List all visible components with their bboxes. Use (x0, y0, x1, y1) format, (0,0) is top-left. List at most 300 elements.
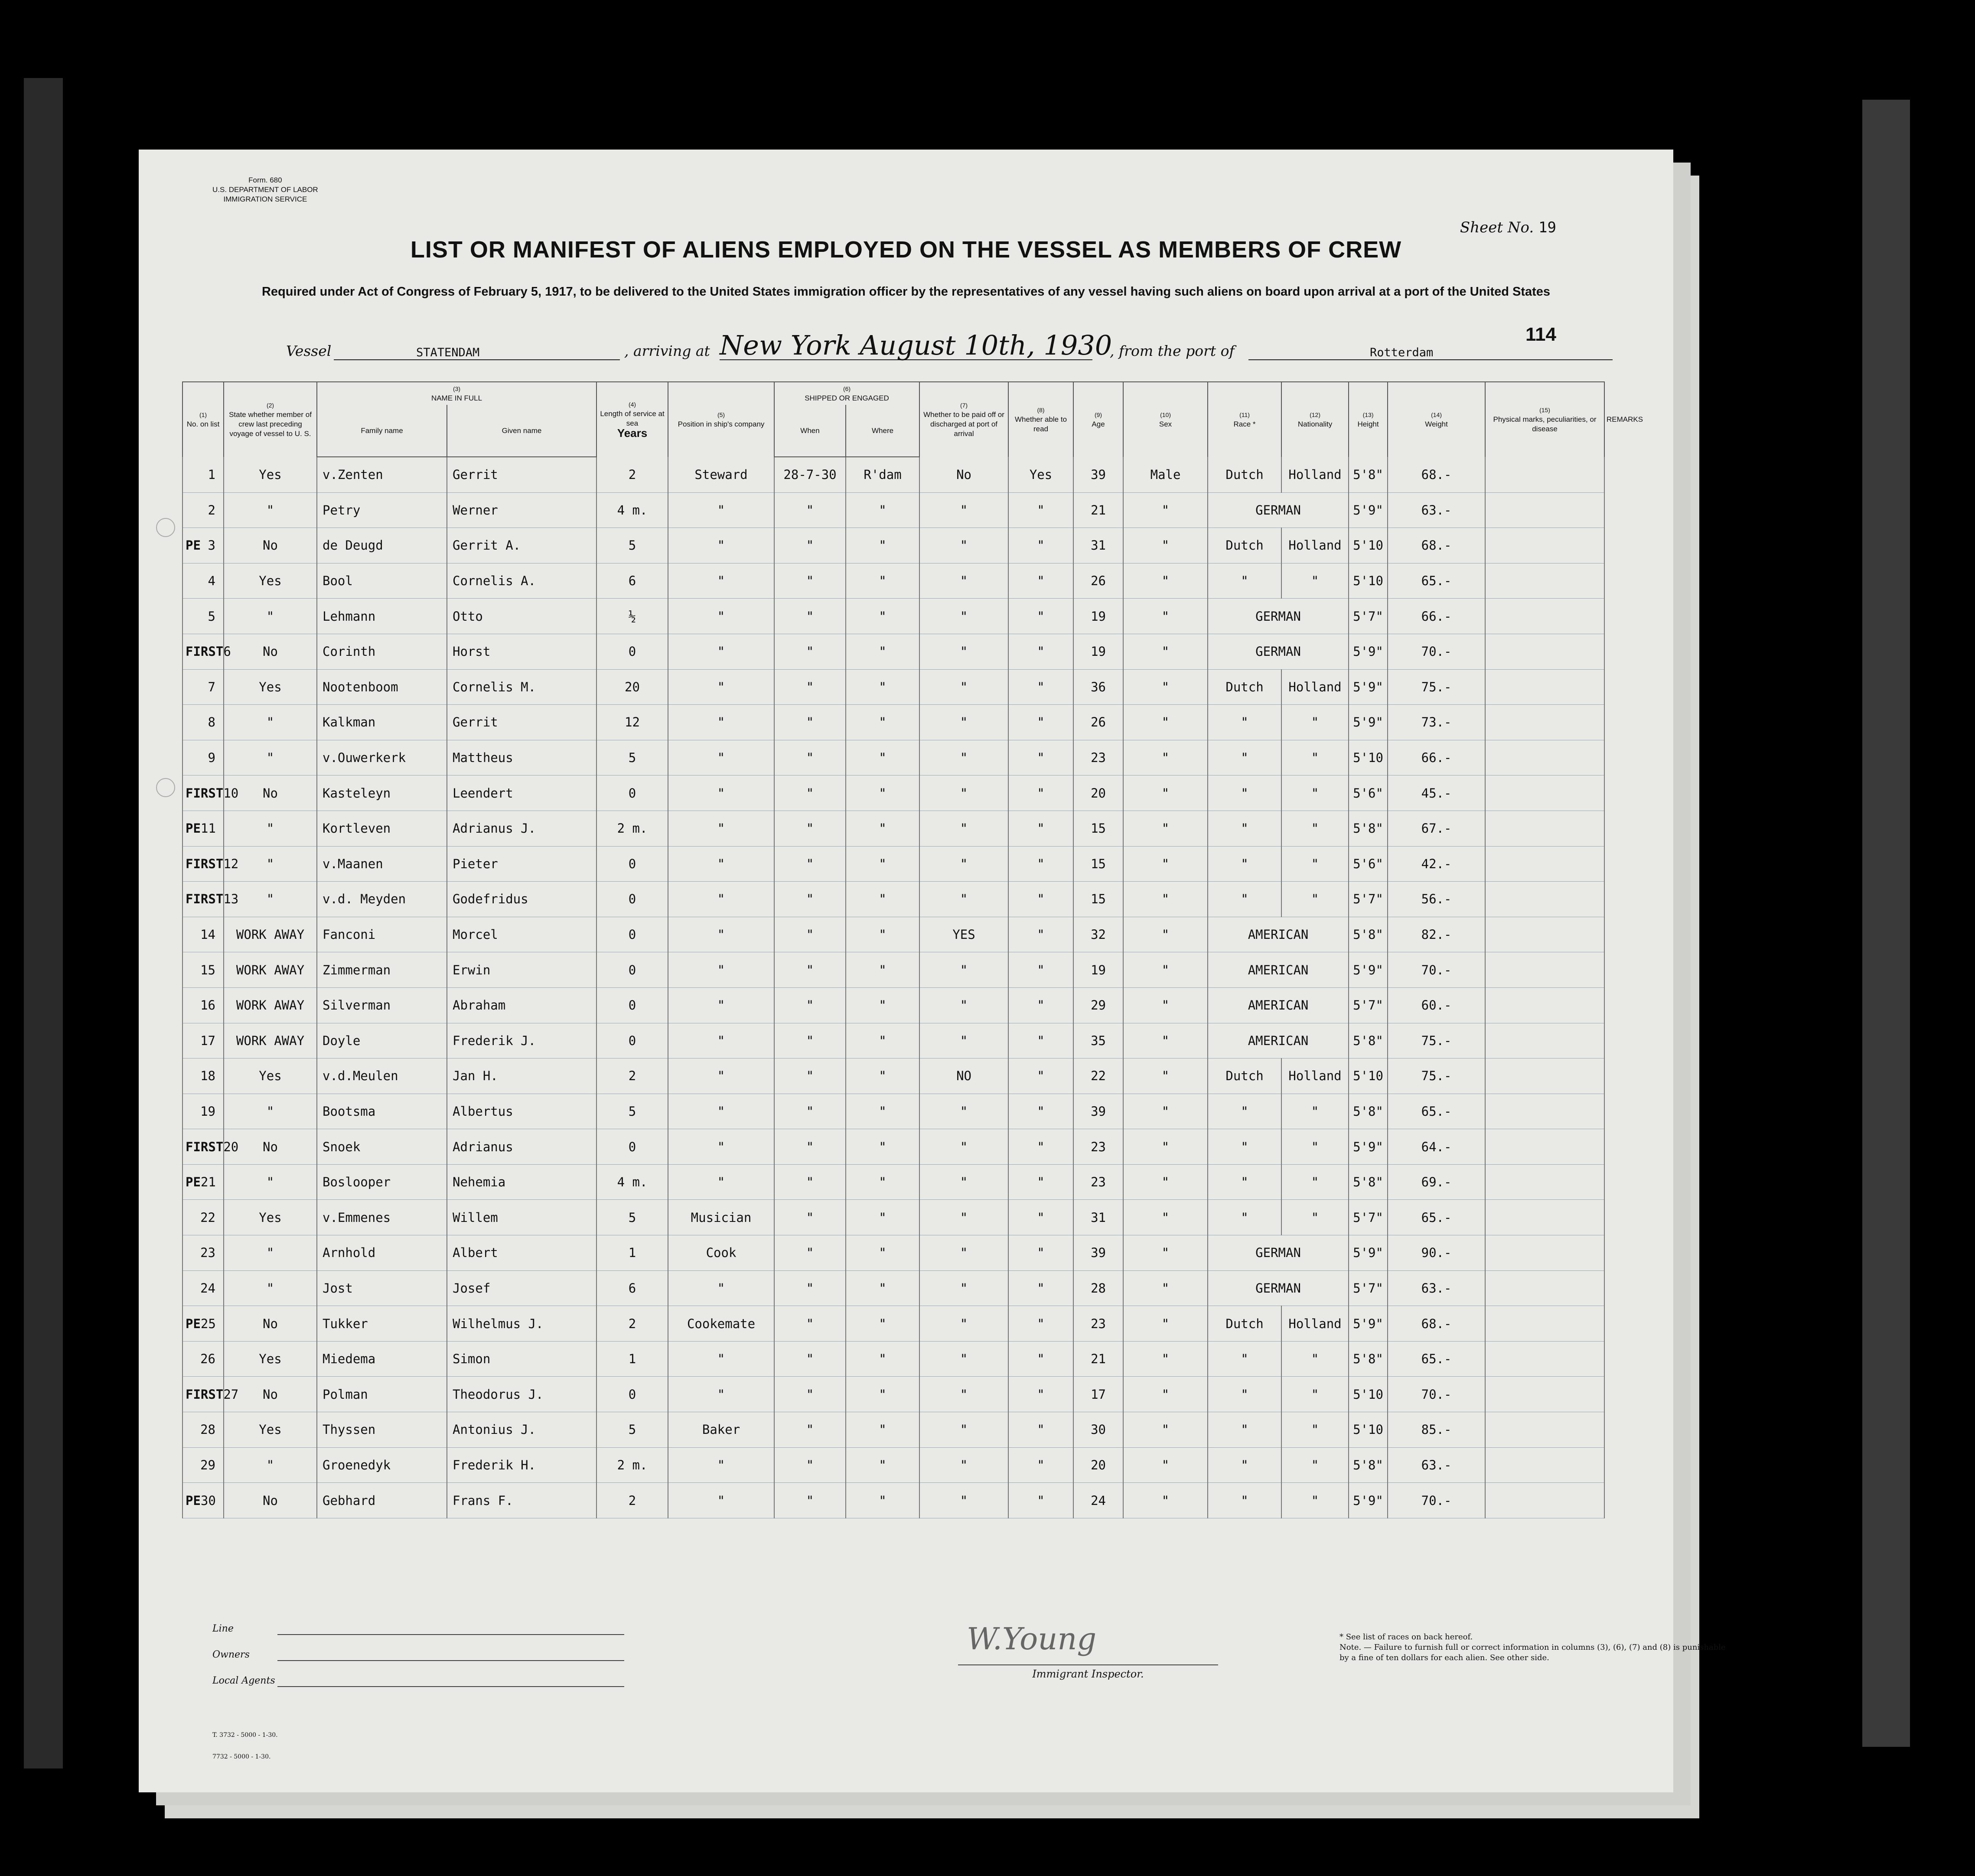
age-cell: 19 (1073, 599, 1123, 634)
height-cell: 5'10 (1349, 1059, 1388, 1094)
shipped-when-cell: " (774, 1270, 846, 1306)
sex-cell: " (1123, 634, 1208, 669)
table-row (183, 1129, 1604, 1165)
nationality-cell: " (1281, 1164, 1349, 1200)
owners-rule (277, 1660, 624, 1661)
physical-marks-cell (1485, 1235, 1604, 1271)
nationality-cell: Holland (1281, 528, 1349, 563)
sex-cell: " (1123, 1164, 1208, 1200)
race-cell: " (1208, 1412, 1281, 1448)
age-cell: 23 (1073, 1129, 1123, 1165)
previous-voyage-cell: Yes (224, 1059, 317, 1094)
shipped-where-cell: " (846, 1059, 919, 1094)
length-of-service-cell: 2 m. (596, 811, 668, 846)
family-name-cell: de Deugd (317, 528, 447, 563)
physical-marks-cell (1485, 1341, 1604, 1377)
form-identifier (212, 176, 318, 204)
age-cell: 22 (1073, 1059, 1123, 1094)
owners-label: Owners (212, 1649, 250, 1660)
row-number-cell (183, 811, 224, 846)
previous-voyage-cell: No (224, 1483, 317, 1518)
position-cell: " (668, 528, 774, 563)
row-number: 30 (200, 1493, 216, 1508)
age-cell: 23 (1073, 1164, 1123, 1200)
row-number-cell (183, 1483, 224, 1518)
department-name: U.S. DEPARTMENT OF LABOR (212, 186, 318, 194)
row-number-cell (183, 846, 239, 882)
previous-voyage-cell: WORK AWAY (224, 917, 317, 952)
able-to-read-cell: " (1008, 846, 1073, 882)
length-of-service-cell: 0 (596, 634, 668, 669)
shipped-where-cell: R'dam (846, 457, 919, 492)
race-nationality-cell: GERMAN (1208, 1270, 1349, 1306)
col-family-name: Family name (317, 405, 447, 457)
weight-cell: 65.- (1388, 1341, 1485, 1377)
given-name-cell: Godefridus (447, 882, 596, 917)
row-number-cell (183, 1235, 224, 1271)
paid-off-cell: " (919, 1377, 1008, 1412)
position-cell: " (668, 1164, 774, 1200)
sex-cell: " (1123, 1483, 1208, 1518)
row-number: 25 (200, 1316, 216, 1331)
row-number-cell (183, 1164, 224, 1200)
able-to-read-cell: " (1008, 1447, 1073, 1483)
position-cell: " (668, 1483, 774, 1518)
position-cell: " (668, 599, 774, 634)
row-number: 4 (208, 573, 215, 589)
able-to-read-cell: " (1008, 987, 1073, 1023)
row-prefix: FIRST (186, 1387, 224, 1402)
length-of-service-cell: 0 (596, 952, 668, 988)
weight-cell: 63.- (1388, 492, 1485, 528)
row-number: 6 (223, 644, 231, 659)
physical-marks-cell (1485, 1306, 1604, 1342)
weight-cell: 67.- (1388, 811, 1485, 846)
document-subtitle: Required under Act of Congress of February 5, 1917, to be delivered to the United States immigration officer by the representatives of any vessel having such aliens on board upon arrival at a port of the United States (261, 285, 1551, 299)
able-to-read-cell: " (1008, 882, 1073, 917)
race-cell: " (1208, 1200, 1281, 1235)
shipped-when-cell: " (774, 1377, 846, 1412)
nationality-cell: " (1281, 1447, 1349, 1483)
height-cell: 5'9" (1349, 669, 1388, 705)
length-of-service-cell: 5 (596, 528, 668, 563)
weight-cell: 56.- (1388, 882, 1485, 917)
paid-off-cell: " (919, 987, 1008, 1023)
age-cell: 26 (1073, 563, 1123, 599)
row-number: 18 (200, 1068, 215, 1084)
previous-voyage-cell: " (224, 882, 317, 917)
position-cell: " (668, 1059, 774, 1094)
family-name-cell: Boslooper (317, 1164, 447, 1200)
previous-voyage-cell: Yes (224, 1200, 317, 1235)
physical-marks-cell (1485, 1164, 1604, 1200)
able-to-read-cell: " (1008, 1483, 1073, 1518)
position-cell: Musician (668, 1200, 774, 1235)
sex-cell: " (1123, 1200, 1208, 1235)
able-to-read-cell: " (1008, 1200, 1073, 1235)
previous-voyage-cell: No (224, 775, 317, 811)
row-number: 14 (200, 927, 215, 942)
able-to-read-cell: " (1008, 1129, 1073, 1165)
race-nationality-cell: GERMAN (1208, 599, 1349, 634)
vessel-label: Vessel (286, 342, 332, 359)
row-number: 28 (200, 1422, 215, 1437)
length-of-service-cell: 5 (596, 1200, 668, 1235)
row-number-cell (183, 563, 224, 599)
physical-marks-cell (1485, 492, 1604, 528)
previous-voyage-cell: WORK AWAY (224, 987, 317, 1023)
nationality-cell: " (1281, 740, 1349, 775)
row-number-cell (183, 987, 224, 1023)
row-number-cell (183, 1306, 224, 1342)
family-name-cell: Fanconi (317, 917, 447, 952)
physical-marks-cell (1485, 705, 1604, 740)
age-cell: 19 (1073, 634, 1123, 669)
previous-voyage-cell: " (224, 705, 317, 740)
family-name-cell: Arnhold (317, 1235, 447, 1271)
shipped-when-cell: " (774, 1412, 846, 1448)
sex-cell: " (1123, 705, 1208, 740)
able-to-read-cell: " (1008, 740, 1073, 775)
family-name-cell: Lehmann (317, 599, 447, 634)
row-number: 11 (200, 821, 216, 836)
weight-cell: 68.- (1388, 457, 1485, 492)
previous-voyage-cell: No (224, 1377, 317, 1412)
age-cell: 39 (1073, 1235, 1123, 1271)
position-cell: " (668, 634, 774, 669)
position-cell: " (668, 917, 774, 952)
binder-hole (156, 518, 175, 537)
nationality-cell: Holland (1281, 457, 1349, 492)
previous-voyage-cell: Yes (224, 1412, 317, 1448)
physical-marks-cell (1485, 917, 1604, 952)
row-number-cell (183, 492, 224, 528)
position-cell: " (668, 1341, 774, 1377)
race-cell: " (1208, 705, 1281, 740)
row-number-cell (183, 1059, 224, 1094)
shipped-when-cell: " (774, 669, 846, 705)
shipped-where-cell: " (846, 917, 919, 952)
shipped-where-cell: " (846, 811, 919, 846)
previous-voyage-cell: Yes (224, 457, 317, 492)
paid-off-cell: " (919, 775, 1008, 811)
paid-off-cell: " (919, 492, 1008, 528)
race-cell: " (1208, 775, 1281, 811)
position-cell: Cookemate (668, 1306, 774, 1342)
weight-cell: 42.- (1388, 846, 1485, 882)
given-name-cell: Horst (447, 634, 596, 669)
able-to-read-cell: Yes (1008, 457, 1073, 492)
row-number-cell (183, 740, 224, 775)
shipped-where-cell: " (846, 1306, 919, 1342)
paid-off-cell: " (919, 952, 1008, 988)
paid-off-cell: " (919, 528, 1008, 563)
row-number: 16 (200, 998, 215, 1013)
inspector-signature: W.Young (967, 1621, 1097, 1657)
previous-voyage-cell: " (224, 599, 317, 634)
age-cell: 21 (1073, 492, 1123, 528)
shipped-when-cell: " (774, 563, 846, 599)
physical-marks-cell (1485, 1200, 1604, 1235)
shipped-when-cell: " (774, 740, 846, 775)
film-frame-right (1862, 100, 1910, 1747)
col-paid-off: (7) Whether to be paid off or discharged at port of arrival (919, 382, 1008, 457)
given-name-cell: Adrianus J. (447, 811, 596, 846)
races-note: * See list of races on back hereof. (1339, 1632, 1473, 1642)
given-name-cell: Pieter (447, 846, 596, 882)
previous-voyage-cell: " (224, 1447, 317, 1483)
paid-off-cell: YES (919, 917, 1008, 952)
sex-cell: " (1123, 1412, 1208, 1448)
age-cell: 31 (1073, 1200, 1123, 1235)
weight-cell: 82.- (1388, 917, 1485, 952)
sex-cell: " (1123, 811, 1208, 846)
height-cell: 5'6" (1349, 846, 1388, 882)
crew-table-wrap (182, 381, 1643, 1518)
row-number-cell (183, 705, 224, 740)
previous-voyage-cell: " (224, 1094, 317, 1129)
physical-marks-cell (1485, 952, 1604, 988)
table-row (183, 1164, 1604, 1200)
paid-off-cell: " (919, 705, 1008, 740)
film-frame-left (24, 78, 63, 1769)
length-of-service-cell: 0 (596, 1377, 668, 1412)
race-cell: " (1208, 563, 1281, 599)
table-row (183, 457, 1604, 492)
row-number-cell (183, 1129, 239, 1165)
family-name-cell: Kortleven (317, 811, 447, 846)
weight-cell: 45.- (1388, 775, 1485, 811)
shipped-where-cell: " (846, 1023, 919, 1059)
family-name-cell: Jost (317, 1270, 447, 1306)
nationality-cell: " (1281, 1483, 1349, 1518)
shipped-when-cell: " (774, 952, 846, 988)
able-to-read-cell: " (1008, 1412, 1073, 1448)
able-to-read-cell: " (1008, 1306, 1073, 1342)
row-number: 15 (200, 962, 215, 977)
weight-cell: 64.- (1388, 1129, 1485, 1165)
shipped-when-cell: " (774, 492, 846, 528)
given-name-cell: Simon (447, 1341, 596, 1377)
shipped-where-cell: " (846, 1447, 919, 1483)
given-name-cell: Wilhelmus J. (447, 1306, 596, 1342)
shipped-where-cell: " (846, 775, 919, 811)
previous-voyage-cell: " (224, 1235, 317, 1271)
local-agents-rule (277, 1686, 624, 1687)
row-number-cell (183, 1377, 239, 1412)
sheet-number (1460, 219, 1556, 236)
given-name-cell: Albertus (447, 1094, 596, 1129)
sex-cell: " (1123, 1129, 1208, 1165)
given-name-cell: Werner (447, 492, 596, 528)
position-cell: " (668, 563, 774, 599)
local-agents-label: Local Agents (212, 1675, 275, 1686)
shipped-where-cell: " (846, 528, 919, 563)
sex-cell: " (1123, 775, 1208, 811)
paid-off-cell: " (919, 846, 1008, 882)
given-name-cell: Albert (447, 1235, 596, 1271)
given-name-cell: Josef (447, 1270, 596, 1306)
table-row (183, 1306, 1604, 1342)
paid-off-cell: " (919, 1483, 1008, 1518)
able-to-read-cell: " (1008, 1341, 1073, 1377)
race-cell: Dutch (1208, 457, 1281, 492)
row-number: 2 (208, 502, 215, 518)
race-nationality-cell: AMERICAN (1208, 1023, 1349, 1059)
table-row (183, 634, 1604, 669)
shipped-where-cell: " (846, 492, 919, 528)
given-name-cell: Mattheus (447, 740, 596, 775)
paid-off-cell: " (919, 1023, 1008, 1059)
height-cell: 5'8" (1349, 811, 1388, 846)
able-to-read-cell: " (1008, 775, 1073, 811)
row-number: 24 (200, 1280, 215, 1296)
age-cell: 20 (1073, 1447, 1123, 1483)
row-prefix: PE (186, 1493, 201, 1508)
length-of-service-cell: 2 (596, 1306, 668, 1342)
physical-marks-cell (1485, 669, 1604, 705)
row-number: 17 (200, 1033, 215, 1048)
paid-off-cell: No (919, 457, 1008, 492)
shipped-where-cell: " (846, 1129, 919, 1165)
given-name-cell: Adrianus (447, 1129, 596, 1165)
family-name-cell: Nootenboom (317, 669, 447, 705)
row-number-cell (183, 1200, 224, 1235)
weight-cell: 68.- (1388, 528, 1485, 563)
race-cell: " (1208, 882, 1281, 917)
paid-off-cell: " (919, 1200, 1008, 1235)
height-cell: 5'9" (1349, 492, 1388, 528)
position-cell: " (668, 846, 774, 882)
weight-cell: 73.- (1388, 705, 1485, 740)
age-cell: 23 (1073, 1306, 1123, 1342)
previous-voyage-cell: " (224, 492, 317, 528)
row-number: 20 (223, 1139, 239, 1154)
previous-voyage-cell: No (224, 1306, 317, 1342)
vessel-name: STATENDAM (416, 346, 480, 359)
race-cell: " (1208, 1483, 1281, 1518)
race-nationality-cell: AMERICAN (1208, 987, 1349, 1023)
print-code-2: 7732 - 5000 - 1-30. (212, 1753, 271, 1760)
weight-cell: 75.- (1388, 669, 1485, 705)
given-name-cell: Gerrit (447, 457, 596, 492)
family-name-cell: Doyle (317, 1023, 447, 1059)
position-cell: " (668, 705, 774, 740)
age-cell: 39 (1073, 457, 1123, 492)
paid-off-cell: " (919, 669, 1008, 705)
table-row (183, 1200, 1604, 1235)
height-cell: 5'7" (1349, 987, 1388, 1023)
table-row (183, 492, 1604, 528)
position-cell: " (668, 882, 774, 917)
physical-marks-cell (1485, 740, 1604, 775)
crew-table: (1) No. on list (2) State whether member of crew last preceding voyage of vessel to U. S. (3) NAME IN FULL (4) Length of service at sea Years (5) Position in ship's company (6) SHIPPED OR ENGAGED (7) Whether to be paid off or discharged at port of arrival (8) Whether able to read (9) Age (10) Sex (11) Race * (12) Nationality (13) Height (14) Weight (15) Physical marks, peculiarities, or disease REMARKS Family name Given name When Where 1 Yes v.Zenten Gerrit 2 Steward 28-7-30 R'dam No Yes 39 Male Dutch Holland 5'8" 68.- 2 " Petry Werner 4 m. " " " " " 21 " GERMAN 5'9" 63.- PE 3 No de Deugd Gerrit A. 5 " " " " " 31 " Dutch Holland 5'10 68.- 4 Yes Bool Cornelis A. 6 " " " " " 26 " " " 5'10 65.- 5 " Lehmann Otto ½ " " " " " 19 " GERMAN 5'7" 66.- FIRST 6 No Corinth Horst 0 " " " " " 19 " GERMAN 5'9" 70.- 7 Yes Nootenboom Cornelis M. 20 " " " " " 36 " Dutch Holland 5'9" 75.- 8 " Kalkman Gerrit 12 " " " " " 26 " " " 5'9" 73.- 9 " v.Ouwerkerk Mattheus 5 " " " " " 23 " " " 5'10 66.- FIRST 10 No Kasteleyn Leendert 0 " " " " " 20 " " " 5'6" 45.- PE 11 " Kortleven Adrianus J. 2 m. " " " " " 15 " " " 5'8" 67.- FIRST 12 " v.Maanen Pieter 0 " " " " " 15 " " " 5'6" 42.- FIRST 13 " v.d. Meyden Godefridus 0 " " " " " 15 " " " 5'7" 56.- 14 WORK AWAY Fanconi Morcel 0 " " " YES " 32 " AMERICAN 5'8" 82.- 15 WORK AWAY Zimmerman Erwin 0 " " " " " 19 " AMERICAN 5'9" 70.- 16 WORK AWAY Silverman Abraham 0 " " " " " 29 " AMERICAN 5'7" 60.- 17 WORK AWAY Doyle Frederik J. 0 " " " " " 35 " AMERICAN 5'8" 75.- 18 Yes v.d.Meulen Jan H. 2 " " " NO " 22 " Dutch Holland 5'10 75.- 19 " Bootsma Albertus 5 " " " " " 39 " " " 5'8" 65.- FIRST 20 No Snoek Adrianus 0 " " " " " 23 " " " 5'9" 64.- PE 21 " Boslooper Nehemia 4 m. " " " " " 23 " " " 5'8" 69.- 22 Yes v.Emmenes Willem 5 Musician " " " " 31 " " " 5'7" 65.- 23 " Arnhold Albert 1 Cook " " " " 39 " GERMAN 5'9" 90.- 24 " Jost Josef 6 " " " " " 28 " GERMAN 5'7" 63.- PE 25 No Tukker Wilhelmus J. 2 Cookemate " " " " 23 " Dutch Holland 5'9" 68.- 26 Yes Miedema Simon 1 " " " " " 21 " " " 5'8" 65.- FIRST 27 No Polman Theodorus J. 0 " " " " " 17 " " " 5'10 70.- 28 Yes Thyssen Antonius J. 5 Baker " " " " 30 " " " 5'10 85.- 29 " Groenedyk Frederik H. 2 m. " " " " " 20 " " " 5'8" 63.- PE 30 No Gebhard Frans F. 2 " " " " " 24 " " " 5'9" 70.- (182, 381, 1605, 1518)
paid-off-cell: " (919, 882, 1008, 917)
given-name-cell: Morcel (447, 917, 596, 952)
position-cell: " (668, 669, 774, 705)
given-name-cell: Theodorus J. (447, 1377, 596, 1412)
row-number: 29 (200, 1457, 215, 1472)
row-number: 12 (223, 856, 239, 871)
shipped-when-cell: " (774, 528, 846, 563)
height-cell: 5'9" (1349, 1129, 1388, 1165)
row-number: 26 (200, 1352, 215, 1367)
age-cell: 28 (1073, 1270, 1123, 1306)
family-name-cell: v.d.Meulen (317, 1059, 447, 1094)
length-of-service-cell: 6 (596, 1270, 668, 1306)
shipped-when-cell: " (774, 811, 846, 846)
row-number-cell (183, 669, 224, 705)
sex-cell: " (1123, 492, 1208, 528)
row-number: 10 (223, 785, 239, 801)
race-cell: Dutch (1208, 1306, 1281, 1342)
row-number-cell (183, 917, 224, 952)
family-name-cell: Kalkman (317, 705, 447, 740)
weight-cell: 70.- (1388, 952, 1485, 988)
previous-voyage-cell: Yes (224, 669, 317, 705)
height-cell: 5'7" (1349, 1270, 1388, 1306)
position-cell: " (668, 775, 774, 811)
paid-off-cell: " (919, 811, 1008, 846)
weight-cell: 69.- (1388, 1164, 1485, 1200)
physical-marks-cell (1485, 528, 1604, 563)
table-row (183, 1412, 1604, 1448)
sex-cell: " (1123, 1023, 1208, 1059)
age-cell: 23 (1073, 740, 1123, 775)
previous-voyage-cell: " (224, 740, 317, 775)
table-row (183, 1270, 1604, 1306)
row-number: 22 (200, 1210, 215, 1225)
sex-cell: " (1123, 528, 1208, 563)
height-cell: 5'9" (1349, 1306, 1388, 1342)
race-cell: " (1208, 1341, 1281, 1377)
nationality-cell: " (1281, 1129, 1349, 1165)
position-cell: Baker (668, 1412, 774, 1448)
nationality-cell: " (1281, 1377, 1349, 1412)
position-cell: " (668, 952, 774, 988)
length-of-service-cell: 0 (596, 917, 668, 952)
family-name-cell: Thyssen (317, 1412, 447, 1448)
previous-voyage-cell: Yes (224, 563, 317, 599)
line-label: Line (212, 1623, 234, 1634)
sex-cell: " (1123, 846, 1208, 882)
row-number: 3 (208, 538, 215, 553)
paid-off-cell: " (919, 1094, 1008, 1129)
position-cell: " (668, 811, 774, 846)
document-title: LIST OR MANIFEST OF ALIENS EMPLOYED ON THE VESSEL AS MEMBERS OF CREW (410, 237, 1402, 263)
race-nationality-cell: AMERICAN (1208, 917, 1349, 952)
height-cell: 5'8" (1349, 1341, 1388, 1377)
physical-marks-cell (1485, 811, 1604, 846)
given-name-cell: Antonius J. (447, 1412, 596, 1448)
height-cell: 5'10 (1349, 528, 1388, 563)
height-cell: 5'10 (1349, 1412, 1388, 1448)
col-given-name: Given name (447, 405, 596, 457)
race-cell: Dutch (1208, 528, 1281, 563)
age-cell: 29 (1073, 987, 1123, 1023)
row-number-cell (183, 775, 239, 811)
vessel-rule (334, 359, 620, 360)
height-cell: 5'7" (1349, 599, 1388, 634)
physical-marks-cell (1485, 1483, 1604, 1518)
height-cell: 5'9" (1349, 952, 1388, 988)
crew-rows (183, 457, 1604, 1518)
col-where: Where (846, 405, 919, 457)
length-of-service-cell: 0 (596, 882, 668, 917)
able-to-read-cell: " (1008, 1164, 1073, 1200)
height-cell: 5'9" (1349, 1483, 1388, 1518)
position-cell: " (668, 1377, 774, 1412)
